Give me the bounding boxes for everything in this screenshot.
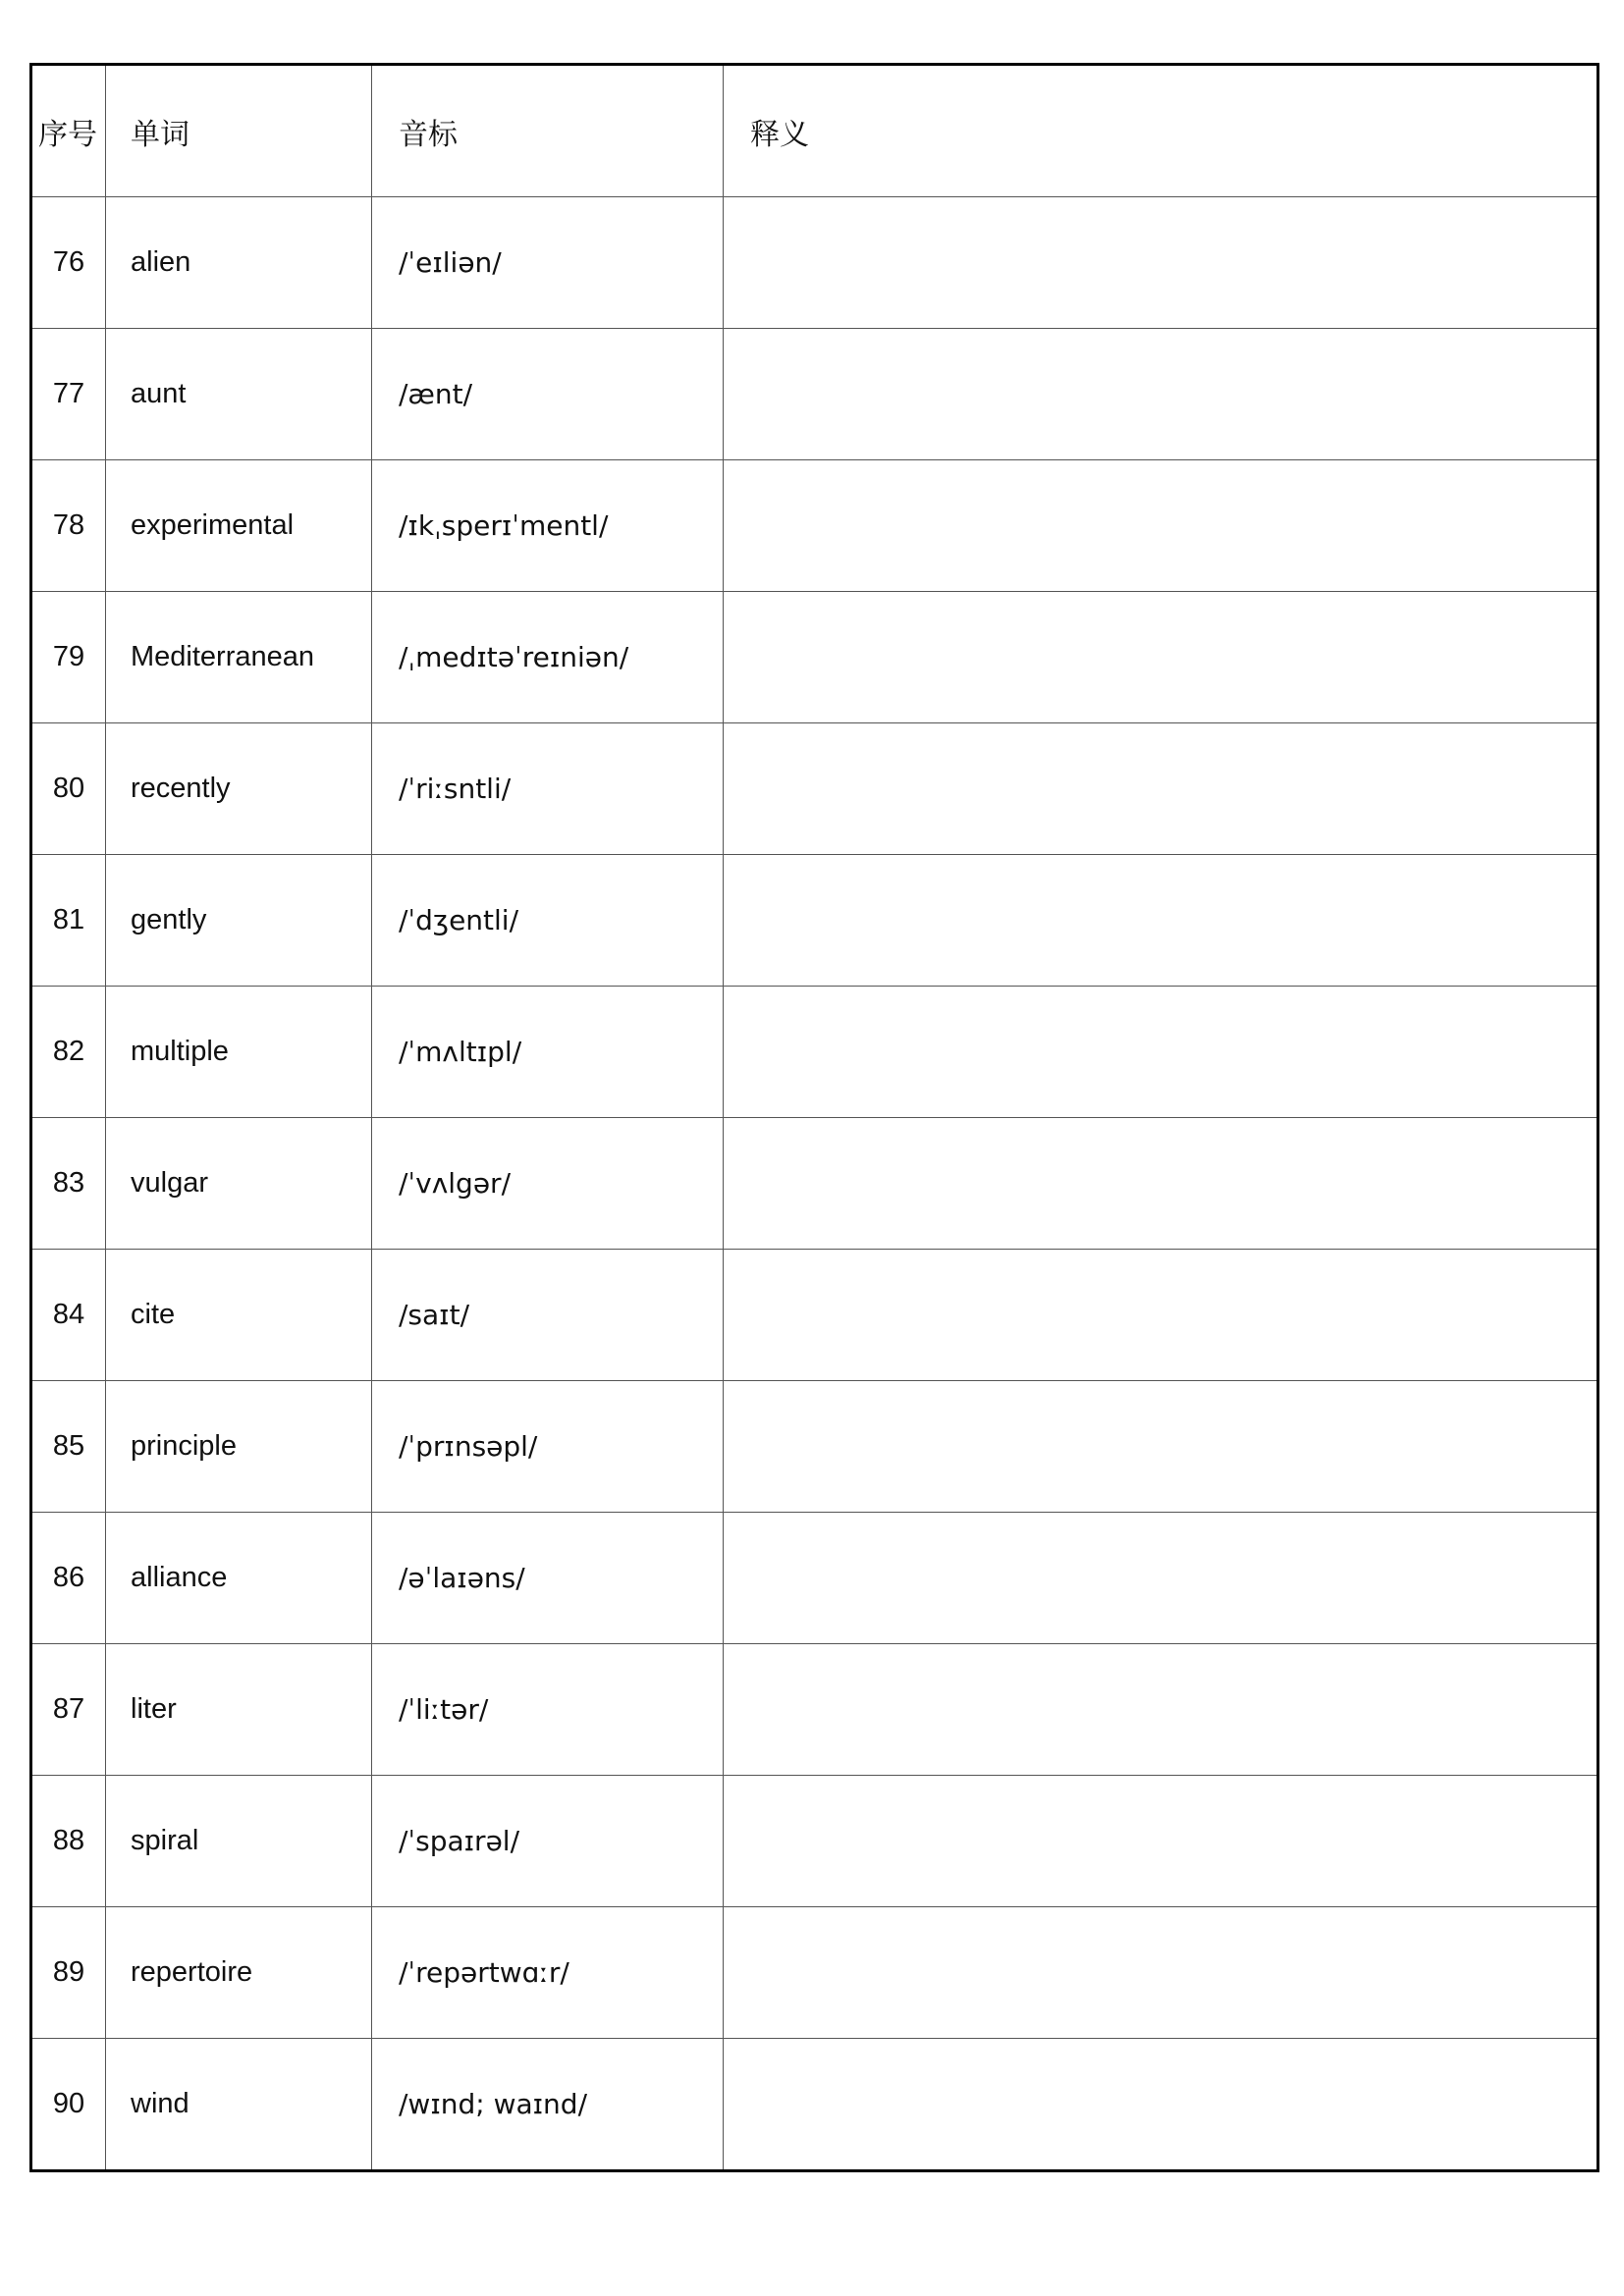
table-row — [31, 197, 1598, 329]
row-phonetic: /saɪt/ — [372, 1250, 724, 1381]
table-row — [31, 1644, 1598, 1776]
row-word: experimental — [106, 460, 372, 592]
row-word: alliance — [106, 1513, 372, 1644]
row-word: Mediterranean — [106, 592, 372, 723]
row-number: 80 — [31, 723, 106, 855]
row-definition — [724, 1644, 1598, 1776]
table-row — [31, 1381, 1598, 1513]
row-definition — [724, 460, 1598, 592]
row-number: 84 — [31, 1250, 106, 1381]
row-number: 78 — [31, 460, 106, 592]
table-row — [31, 1776, 1598, 1907]
row-phonetic: /ˈmʌltɪpl/ — [372, 987, 724, 1118]
table-row — [31, 592, 1598, 723]
vocabulary-table — [29, 63, 1599, 2172]
table-row — [31, 329, 1598, 460]
row-number: 87 — [31, 1644, 106, 1776]
row-number: 81 — [31, 855, 106, 987]
row-word: principle — [106, 1381, 372, 1513]
row-phonetic: /ˈriːsntli/ — [372, 723, 724, 855]
row-number: 76 — [31, 197, 106, 329]
row-number: 85 — [31, 1381, 106, 1513]
row-number: 89 — [31, 1907, 106, 2039]
row-definition — [724, 1776, 1598, 1907]
row-number: 86 — [31, 1513, 106, 1644]
row-phonetic: /ˈspaɪrəl/ — [372, 1776, 724, 1907]
row-phonetic: /ænt/ — [372, 329, 724, 460]
row-number: 82 — [31, 987, 106, 1118]
row-phonetic: /wɪnd; waɪnd/ — [372, 2039, 724, 2171]
row-word: wind — [106, 2039, 372, 2171]
header-word: 单词 — [106, 65, 372, 197]
table-row — [31, 2039, 1598, 2171]
table-row — [31, 1907, 1598, 2039]
row-phonetic: /ˈrepərtwɑːr/ — [372, 1907, 724, 2039]
row-definition — [724, 1118, 1598, 1250]
table-row — [31, 723, 1598, 855]
row-word: multiple — [106, 987, 372, 1118]
row-word: spiral — [106, 1776, 372, 1907]
table-row — [31, 1250, 1598, 1381]
row-word: gently — [106, 855, 372, 987]
row-word: recently — [106, 723, 372, 855]
row-definition — [724, 723, 1598, 855]
table-row — [31, 987, 1598, 1118]
table-body — [31, 197, 1598, 2171]
table-header-row — [31, 65, 1598, 197]
table-row — [31, 855, 1598, 987]
row-number: 88 — [31, 1776, 106, 1907]
row-word: vulgar — [106, 1118, 372, 1250]
row-phonetic: /əˈlaɪəns/ — [372, 1513, 724, 1644]
table-row — [31, 1118, 1598, 1250]
row-definition — [724, 1513, 1598, 1644]
table-row — [31, 1513, 1598, 1644]
row-definition — [724, 1907, 1598, 2039]
row-word: aunt — [106, 329, 372, 460]
row-definition — [724, 592, 1598, 723]
row-word: repertoire — [106, 1907, 372, 2039]
row-definition — [724, 329, 1598, 460]
header-definition: 释义 — [724, 65, 1598, 197]
header-phonetic: 音标 — [372, 65, 724, 197]
row-definition — [724, 197, 1598, 329]
row-number: 77 — [31, 329, 106, 460]
row-phonetic: /ˌmedɪtəˈreɪniən/ — [372, 592, 724, 723]
row-phonetic: /ˈvʌlgər/ — [372, 1118, 724, 1250]
row-definition — [724, 987, 1598, 1118]
row-definition — [724, 1250, 1598, 1381]
row-definition — [724, 1381, 1598, 1513]
row-word: liter — [106, 1644, 372, 1776]
row-definition — [724, 2039, 1598, 2171]
row-word: cite — [106, 1250, 372, 1381]
row-word: alien — [106, 197, 372, 329]
row-phonetic: /ˈeɪliən/ — [372, 197, 724, 329]
row-number: 83 — [31, 1118, 106, 1250]
row-number: 90 — [31, 2039, 106, 2171]
row-number: 79 — [31, 592, 106, 723]
header-number: 序号 — [31, 65, 106, 197]
row-phonetic: /ˈliːtər/ — [372, 1644, 724, 1776]
table-row — [31, 460, 1598, 592]
row-phonetic: /ˈdʒentli/ — [372, 855, 724, 987]
row-phonetic: /ɪkˌsperɪˈmentl/ — [372, 460, 724, 592]
row-definition — [724, 855, 1598, 987]
row-phonetic: /ˈprɪnsəpl/ — [372, 1381, 724, 1513]
